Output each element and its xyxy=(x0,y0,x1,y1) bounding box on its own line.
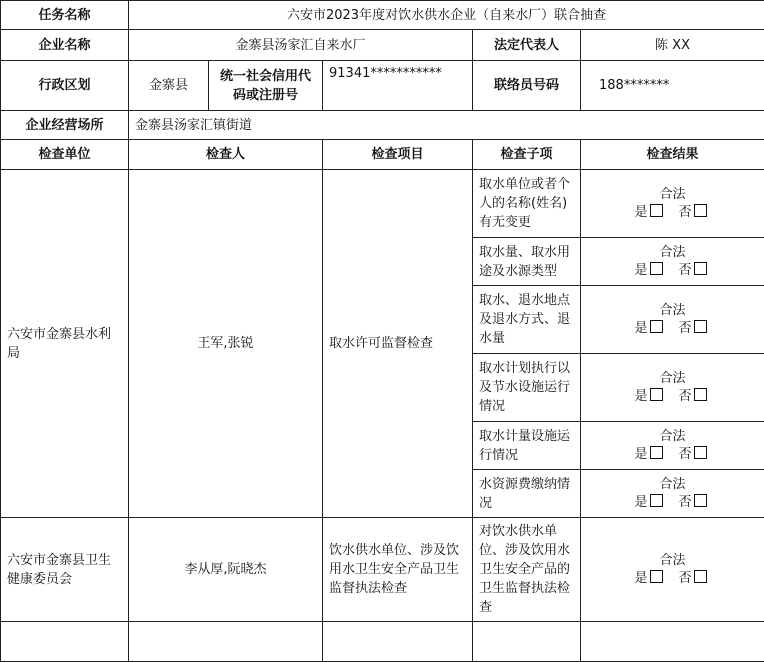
result-no-label: 否 xyxy=(679,205,692,220)
subitem-cell: 取水计划执行以及节水设施运行情况 xyxy=(473,354,581,422)
value-legal-rep: 陈 XX xyxy=(581,30,764,61)
result-no-label: 否 xyxy=(679,571,692,586)
result-legal-label: 合法 xyxy=(587,370,758,388)
label-contact-phone: 联络员号码 xyxy=(473,61,581,111)
result-no-label: 否 xyxy=(679,321,692,336)
no-checkbox[interactable] xyxy=(694,320,707,333)
result-yes-label: 是 xyxy=(635,321,648,336)
inspector-cell: 王军,张锐 xyxy=(129,170,323,518)
table-row xyxy=(1,170,764,238)
yes-checkbox[interactable] xyxy=(650,570,663,583)
result-cell xyxy=(581,354,764,422)
result-yes-label: 是 xyxy=(635,571,648,586)
result-yes-label: 是 xyxy=(635,263,648,278)
result-no-label: 否 xyxy=(679,495,692,510)
no-checkbox[interactable] xyxy=(694,204,707,217)
no-checkbox[interactable] xyxy=(694,446,707,459)
subitem-cell: 取水量、取水用途及水源类型 xyxy=(473,238,581,286)
value-business-place: 金寨县汤家汇镇街道 xyxy=(129,111,764,140)
unit-cell: 六安市金寨县卫生健康委员会 xyxy=(1,518,129,622)
no-checkbox[interactable] xyxy=(694,262,707,275)
result-legal-label: 合法 xyxy=(587,428,758,446)
result-legal-label: 合法 xyxy=(587,186,758,204)
header-result: 检查结果 xyxy=(581,140,764,170)
yes-checkbox[interactable] xyxy=(650,204,663,217)
result-cell xyxy=(581,518,764,622)
header-inspector: 检查人 xyxy=(129,140,323,170)
result-legal-label: 合法 xyxy=(587,244,758,262)
result-cell xyxy=(581,238,764,286)
unit-cell: 六安市金寨县水利局 xyxy=(1,170,129,518)
table-row xyxy=(1,518,764,622)
header-item: 检查项目 xyxy=(323,140,473,170)
subitem-cell: 对饮水供水单位、涉及饮用水卫生安全产品的卫生监督执法检查 xyxy=(473,518,581,622)
label-enterprise-name: 企业名称 xyxy=(1,30,129,61)
subitem-cell: 取水、退水地点及退水方式、退水量 xyxy=(473,286,581,354)
label-business-place: 企业经营场所 xyxy=(1,111,129,140)
result-cell xyxy=(581,422,764,470)
result-yes-label: 是 xyxy=(635,447,648,462)
subitem-cell: 取水单位或者个人的名称(姓名)有无变更 xyxy=(473,170,581,238)
value-credit-code: 91341*********** xyxy=(323,61,473,111)
result-yes-label: 是 xyxy=(635,205,648,220)
row-headers xyxy=(1,140,764,170)
item-cell: 饮水供水单位、涉及饮用水卫生安全产品卫生监督执法检查 xyxy=(323,518,473,622)
item-cell: 取水许可监督检查 xyxy=(323,170,473,518)
subitem-cell: 取水计量设施运行情况 xyxy=(473,422,581,470)
yes-checkbox[interactable] xyxy=(650,320,663,333)
result-cell xyxy=(581,170,764,238)
result-legal-label: 合法 xyxy=(587,476,758,494)
no-checkbox[interactable] xyxy=(694,494,707,507)
inspector-cell: 李从厚,阮晓杰 xyxy=(129,518,323,622)
result-legal-label: 合法 xyxy=(587,302,758,320)
value-contact-phone: 188******* xyxy=(581,61,764,111)
yes-checkbox[interactable] xyxy=(650,388,663,401)
result-yes-label: 是 xyxy=(635,389,648,404)
result-no-label: 否 xyxy=(679,389,692,404)
no-checkbox[interactable] xyxy=(694,570,707,583)
result-yes-label: 是 xyxy=(635,495,648,510)
row-enterprise xyxy=(1,30,764,61)
header-subitem: 检查子项 xyxy=(473,140,581,170)
row-task-name xyxy=(1,1,764,30)
result-legal-label: 合法 xyxy=(587,552,758,570)
label-legal-rep: 法定代表人 xyxy=(473,30,581,61)
subitem-cell: 水资源费缴纳情况 xyxy=(473,470,581,518)
value-task-name: 六安市2023年度对饮水供水企业（自来水厂）联合抽查 xyxy=(129,1,764,30)
yes-checkbox[interactable] xyxy=(650,494,663,507)
value-enterprise-name: 金寨县汤家汇自来水厂 xyxy=(129,30,473,61)
yes-checkbox[interactable] xyxy=(650,262,663,275)
row-business-place xyxy=(1,111,764,140)
result-cell xyxy=(581,470,764,518)
no-checkbox[interactable] xyxy=(694,388,707,401)
yes-checkbox[interactable] xyxy=(650,446,663,459)
result-cell xyxy=(581,286,764,354)
label-credit-code: 统一社会信用代码或注册号 xyxy=(209,61,323,111)
result-no-label: 否 xyxy=(679,263,692,278)
table-row-partial xyxy=(1,622,764,662)
result-no-label: 否 xyxy=(679,447,692,462)
label-task-name: 任务名称 xyxy=(1,1,129,30)
header-unit: 检查单位 xyxy=(1,140,129,170)
label-admin-region: 行政区划 xyxy=(1,61,129,111)
row-region xyxy=(1,61,764,111)
value-admin-region: 金寨县 xyxy=(129,61,209,111)
